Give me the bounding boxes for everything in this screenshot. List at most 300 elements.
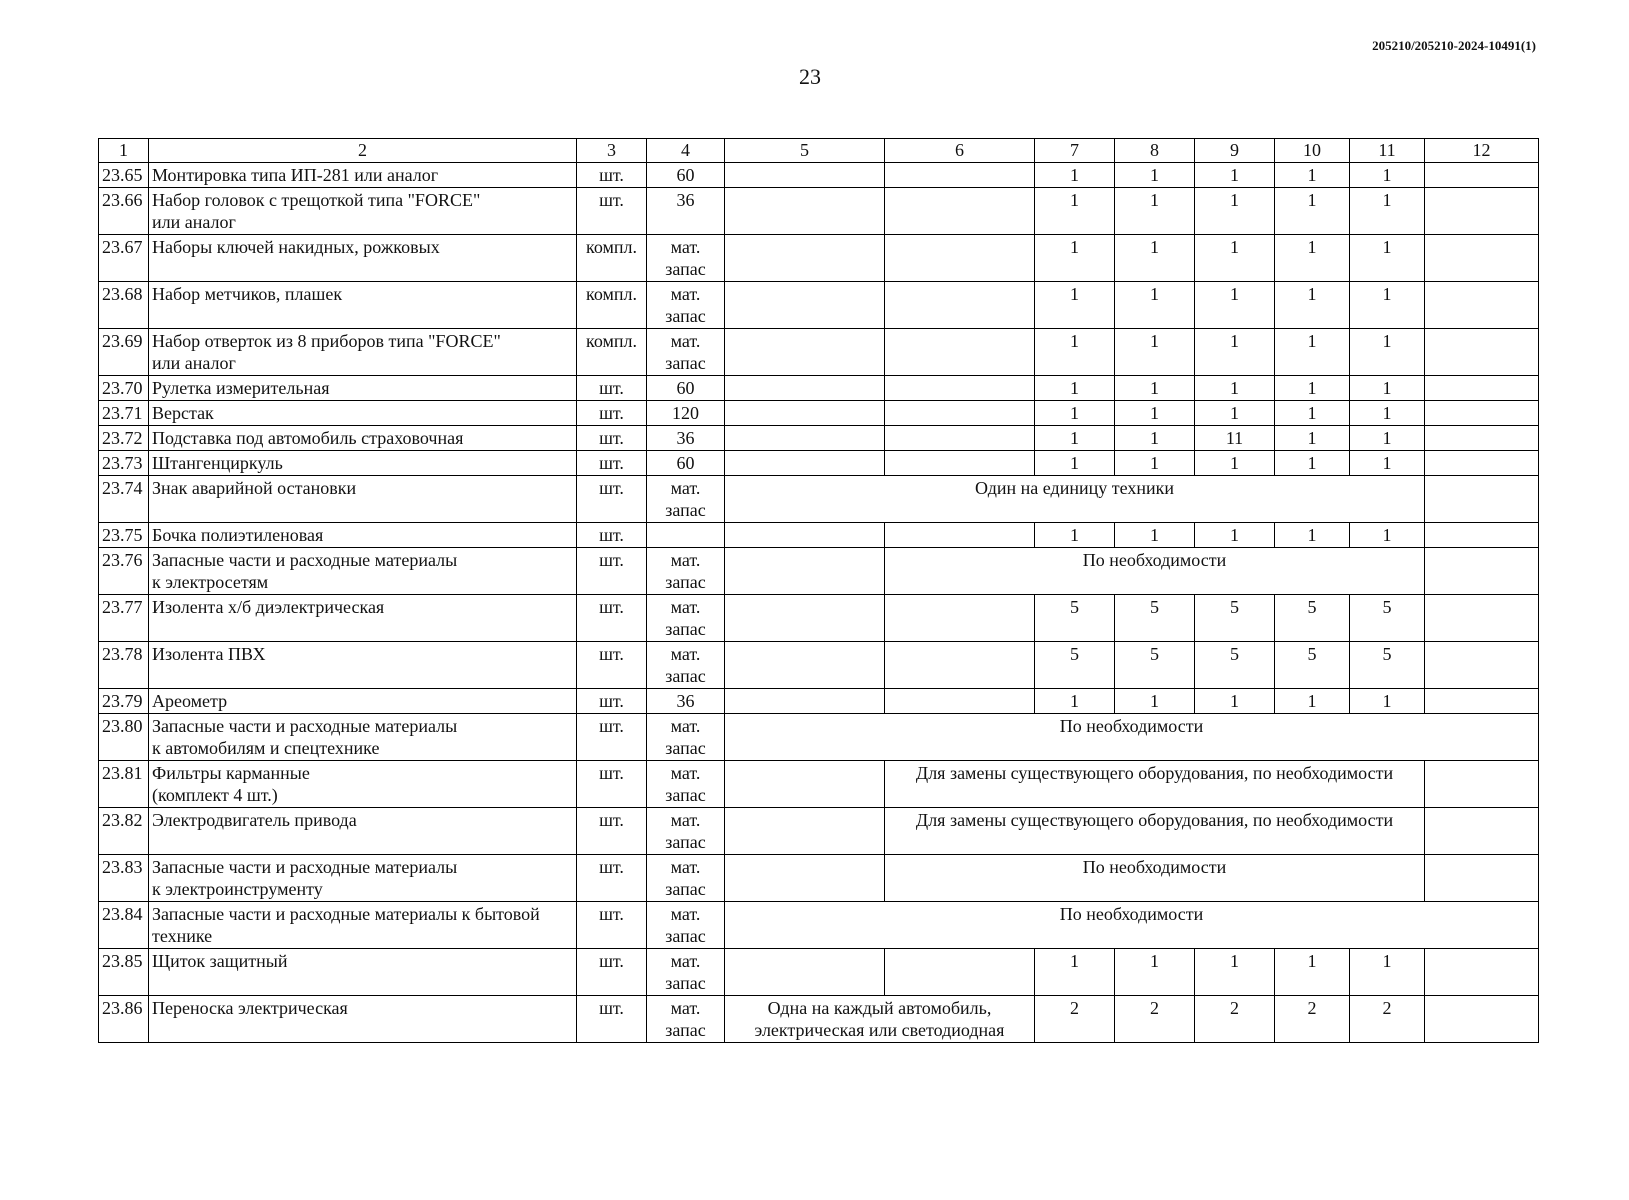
item-name <box>149 523 577 548</box>
cell-line: запас <box>665 1020 706 1040</box>
merged-note <box>725 714 1539 761</box>
quantity-cell: 5 <box>1195 642 1275 689</box>
cell-line: запас <box>665 500 706 520</box>
item-number: 23.72 <box>99 426 149 451</box>
item-service-life <box>647 376 725 401</box>
empty-cell <box>725 855 885 902</box>
empty-cell <box>725 426 885 451</box>
item-number: 23.66 <box>99 188 149 235</box>
item-name <box>149 595 577 642</box>
merged-note <box>885 761 1425 808</box>
quantity-cell: 1 <box>1115 282 1195 329</box>
cell-line: 36 <box>676 428 695 448</box>
quantity-cell: 1 <box>1195 689 1275 714</box>
column-header: 8 <box>1115 139 1195 163</box>
cell-line: 60 <box>676 378 695 398</box>
item-number: 23.86 <box>99 996 149 1043</box>
cell-line: запас <box>665 353 706 373</box>
quantity-cell: 11 <box>1195 426 1275 451</box>
item-name <box>149 188 577 235</box>
empty-cell <box>725 376 885 401</box>
cell-line: Набор головок с трещоткой типа "FORCE" <box>152 190 481 210</box>
quantity-cell: 1 <box>1350 401 1425 426</box>
empty-cell <box>1425 595 1539 642</box>
cell-line: Запасные части и расходные материалы к бытовой <box>152 904 540 924</box>
empty-cell <box>1425 548 1539 595</box>
empty-cell <box>1425 996 1539 1043</box>
item-unit: шт. <box>577 595 647 642</box>
item-service-life <box>647 949 725 996</box>
item-name <box>149 329 577 376</box>
empty-cell <box>725 401 885 426</box>
column-header: 11 <box>1350 139 1425 163</box>
item-name <box>149 235 577 282</box>
item-service-life <box>647 902 725 949</box>
quantity-cell: 1 <box>1195 329 1275 376</box>
quantity-cell: 1 <box>1275 188 1350 235</box>
cell-line: Набор отверток из 8 приборов типа "FORCE" <box>152 331 501 351</box>
cell-line: мат. <box>670 951 701 971</box>
item-service-life <box>647 235 725 282</box>
quantity-cell: 1 <box>1195 376 1275 401</box>
item-name <box>149 282 577 329</box>
item-unit: шт. <box>577 548 647 595</box>
item-service-life <box>647 548 725 595</box>
item-unit: шт. <box>577 996 647 1043</box>
column-header: 7 <box>1035 139 1115 163</box>
cell-line: запас <box>665 306 706 326</box>
empty-cell <box>725 808 885 855</box>
item-unit: шт. <box>577 426 647 451</box>
cell-line: к электросетям <box>152 572 269 592</box>
table-row <box>99 595 1539 642</box>
cell-line: 60 <box>676 453 695 473</box>
cell-line: мат. <box>670 478 701 498</box>
item-unit: компл. <box>577 282 647 329</box>
quantity-cell: 1 <box>1275 689 1350 714</box>
item-service-life <box>647 595 725 642</box>
cell-line: Изолента х/б диэлектрическая <box>152 597 385 617</box>
empty-cell <box>885 235 1035 282</box>
empty-cell <box>1425 426 1539 451</box>
table-row <box>99 689 1539 714</box>
empty-cell <box>1425 451 1539 476</box>
empty-cell <box>725 282 885 329</box>
empty-cell <box>1425 761 1539 808</box>
item-number: 23.82 <box>99 808 149 855</box>
empty-cell <box>885 282 1035 329</box>
quantity-cell: 1 <box>1275 523 1350 548</box>
cell-line: Ареометр <box>152 691 228 711</box>
item-unit: компл. <box>577 329 647 376</box>
item-name <box>149 714 577 761</box>
cell-line: Переноска электрическая <box>152 998 348 1018</box>
cell-line: мат. <box>670 237 701 257</box>
quantity-cell: 5 <box>1195 595 1275 642</box>
empty-cell <box>885 163 1035 188</box>
table-row <box>99 426 1539 451</box>
item-number: 23.75 <box>99 523 149 548</box>
quantity-cell: 1 <box>1115 401 1195 426</box>
quantity-cell: 1 <box>1275 235 1350 282</box>
column-header: 3 <box>577 139 647 163</box>
quantity-cell: 1 <box>1195 523 1275 548</box>
item-service-life <box>647 996 725 1043</box>
item-unit: шт. <box>577 761 647 808</box>
empty-cell <box>1425 642 1539 689</box>
empty-cell <box>725 188 885 235</box>
quantity-cell: 1 <box>1350 523 1425 548</box>
item-service-life <box>647 451 725 476</box>
cell-line: По необходимости <box>1059 716 1204 736</box>
empty-cell <box>1425 523 1539 548</box>
empty-cell <box>1425 855 1539 902</box>
column-header: 10 <box>1275 139 1350 163</box>
cell-line: мат. <box>670 644 701 664</box>
cell-line: Щиток защитный <box>152 951 288 971</box>
item-unit: шт. <box>577 401 647 426</box>
item-service-life <box>647 808 725 855</box>
item-unit: шт. <box>577 949 647 996</box>
table-row <box>99 451 1539 476</box>
quantity-cell: 2 <box>1275 996 1350 1043</box>
quantity-cell: 1 <box>1275 282 1350 329</box>
table-row <box>99 642 1539 689</box>
table-row <box>99 949 1539 996</box>
cell-line: мат. <box>670 597 701 617</box>
item-unit: шт. <box>577 902 647 949</box>
cell-line: мат. <box>670 998 701 1018</box>
table-row <box>99 476 1539 523</box>
empty-cell <box>1425 949 1539 996</box>
quantity-cell: 1 <box>1350 282 1425 329</box>
item-number: 23.68 <box>99 282 149 329</box>
empty-cell <box>725 595 885 642</box>
cell-line: мат. <box>670 857 701 877</box>
item-number: 23.80 <box>99 714 149 761</box>
item-service-life <box>647 401 725 426</box>
item-unit: шт. <box>577 714 647 761</box>
item-name <box>149 548 577 595</box>
quantity-cell: 5 <box>1275 642 1350 689</box>
empty-cell <box>725 523 885 548</box>
cell-line: Бочка полиэтиленовая <box>152 525 324 545</box>
cell-line: По необходимости <box>1082 550 1227 570</box>
quantity-cell: 1 <box>1115 188 1195 235</box>
quantity-cell: 5 <box>1350 595 1425 642</box>
item-name <box>149 163 577 188</box>
empty-cell <box>885 949 1035 996</box>
item-service-life <box>647 761 725 808</box>
quantity-cell: 1 <box>1275 329 1350 376</box>
cell-line: мат. <box>670 284 701 304</box>
cell-line: запас <box>665 785 706 805</box>
page-number: 23 <box>799 64 821 89</box>
cell-line: По необходимости <box>1082 857 1227 877</box>
column-header: 12 <box>1425 139 1539 163</box>
cell-line: запас <box>665 926 706 946</box>
cell-line: запас <box>665 879 706 899</box>
item-number: 23.65 <box>99 163 149 188</box>
quantity-cell: 1 <box>1350 188 1425 235</box>
empty-cell <box>725 548 885 595</box>
quantity-cell: 1 <box>1195 949 1275 996</box>
empty-cell <box>725 949 885 996</box>
empty-cell <box>725 689 885 714</box>
quantity-cell: 1 <box>1350 163 1425 188</box>
item-service-life <box>647 188 725 235</box>
empty-cell <box>725 329 885 376</box>
cell-line: мат. <box>670 810 701 830</box>
column-header: 4 <box>647 139 725 163</box>
merged-note <box>725 476 1425 523</box>
empty-cell <box>885 401 1035 426</box>
empty-cell <box>725 642 885 689</box>
cell-line: мат. <box>670 550 701 570</box>
empty-cell <box>1425 235 1539 282</box>
merged-note <box>725 902 1539 949</box>
cell-line: мат. <box>670 331 701 351</box>
cell-line: мат. <box>670 763 701 783</box>
cell-line: Запасные части и расходные материалы <box>152 857 458 877</box>
item-name <box>149 855 577 902</box>
item-service-life <box>647 163 725 188</box>
quantity-cell: 1 <box>1115 949 1195 996</box>
quantity-cell: 1 <box>1195 451 1275 476</box>
quantity-cell: 1 <box>1115 163 1195 188</box>
empty-cell <box>885 642 1035 689</box>
item-unit: шт. <box>577 376 647 401</box>
quantity-cell: 5 <box>1035 642 1115 689</box>
item-name <box>149 451 577 476</box>
item-name <box>149 902 577 949</box>
empty-cell <box>885 376 1035 401</box>
empty-cell <box>1425 401 1539 426</box>
item-name <box>149 401 577 426</box>
quantity-cell: 5 <box>1035 595 1115 642</box>
quantity-cell: 1 <box>1035 163 1115 188</box>
quantity-cell: 1 <box>1035 451 1115 476</box>
quantity-cell: 1 <box>1350 949 1425 996</box>
quantity-cell: 1 <box>1350 376 1425 401</box>
table-row <box>99 523 1539 548</box>
item-unit: шт. <box>577 642 647 689</box>
item-number: 23.84 <box>99 902 149 949</box>
quantity-cell: 1 <box>1035 235 1115 282</box>
cell-line: Запасные части и расходные материалы <box>152 716 458 736</box>
cell-line: Электродвигатель привода <box>152 810 357 830</box>
empty-cell <box>1425 329 1539 376</box>
document-number: 205210/205210-2024-10491(1) <box>1372 38 1536 53</box>
cell-line: Штангенциркуль <box>152 453 283 473</box>
cell-line: к электроинструменту <box>152 879 323 899</box>
empty-cell <box>885 451 1035 476</box>
table-row <box>99 163 1539 188</box>
merged-note <box>885 855 1425 902</box>
empty-cell <box>885 689 1035 714</box>
item-number: 23.71 <box>99 401 149 426</box>
quantity-cell: 1 <box>1195 401 1275 426</box>
cell-line: запас <box>665 738 706 758</box>
cell-line: (комплект 4 шт.) <box>152 785 278 805</box>
item-name <box>149 642 577 689</box>
quantity-cell: 1 <box>1195 235 1275 282</box>
item-name <box>149 426 577 451</box>
quantity-cell: 1 <box>1115 689 1195 714</box>
quantity-cell: 1 <box>1035 949 1115 996</box>
item-number: 23.77 <box>99 595 149 642</box>
item-service-life <box>647 642 725 689</box>
empty-cell <box>1425 808 1539 855</box>
quantity-cell: 1 <box>1115 426 1195 451</box>
cell-line: или аналог <box>152 353 236 373</box>
item-unit: шт. <box>577 451 647 476</box>
item-service-life <box>647 282 725 329</box>
quantity-cell: 1 <box>1275 401 1350 426</box>
item-unit: шт. <box>577 855 647 902</box>
item-number: 23.73 <box>99 451 149 476</box>
cell-line: Верстак <box>152 403 214 423</box>
empty-cell <box>885 329 1035 376</box>
item-unit: шт. <box>577 188 647 235</box>
merged-note <box>725 996 1035 1043</box>
quantity-cell: 5 <box>1350 642 1425 689</box>
cell-line: или аналог <box>152 212 236 232</box>
column-header: 9 <box>1195 139 1275 163</box>
table-row <box>99 376 1539 401</box>
quantity-cell: 1 <box>1035 426 1115 451</box>
quantity-cell: 1 <box>1115 376 1195 401</box>
cell-line: 36 <box>676 190 695 210</box>
empty-cell <box>1425 188 1539 235</box>
quantity-cell: 1 <box>1115 451 1195 476</box>
empty-cell <box>1425 689 1539 714</box>
item-unit: компл. <box>577 235 647 282</box>
empty-cell <box>725 761 885 808</box>
quantity-cell: 2 <box>1035 996 1115 1043</box>
cell-line: Запасные части и расходные материалы <box>152 550 458 570</box>
column-header: 5 <box>725 139 885 163</box>
quantity-cell: 2 <box>1350 996 1425 1043</box>
empty-cell <box>885 595 1035 642</box>
table-row <box>99 282 1539 329</box>
cell-line: Монтировка типа ИП-281 или аналог <box>152 165 439 185</box>
item-name <box>149 949 577 996</box>
table-row <box>99 714 1539 761</box>
table-row <box>99 855 1539 902</box>
empty-cell <box>885 523 1035 548</box>
cell-line: запас <box>665 259 706 279</box>
cell-line: Одна на каждый автомобиль, <box>767 998 992 1018</box>
item-number: 23.76 <box>99 548 149 595</box>
cell-line: По необходимости <box>1059 904 1204 924</box>
quantity-cell: 1 <box>1275 451 1350 476</box>
item-service-life <box>647 689 725 714</box>
cell-line: Один на единицу техники <box>974 478 1174 498</box>
quantity-cell: 1 <box>1275 376 1350 401</box>
quantity-cell: 1 <box>1350 451 1425 476</box>
item-unit: шт. <box>577 808 647 855</box>
quantity-cell: 5 <box>1275 595 1350 642</box>
quantity-cell: 1 <box>1275 949 1350 996</box>
empty-cell <box>885 426 1035 451</box>
header-row <box>99 139 1539 163</box>
quantity-cell: 1 <box>1350 689 1425 714</box>
merged-note <box>885 808 1425 855</box>
column-header: 2 <box>149 139 577 163</box>
cell-line: мат. <box>670 904 701 924</box>
cell-line: запас <box>665 666 706 686</box>
item-number: 23.69 <box>99 329 149 376</box>
item-service-life <box>647 476 725 523</box>
item-name <box>149 808 577 855</box>
quantity-cell: 1 <box>1350 235 1425 282</box>
quantity-cell: 5 <box>1115 595 1195 642</box>
quantity-cell: 1 <box>1035 188 1115 235</box>
cell-line: технике <box>152 926 213 946</box>
table-row <box>99 808 1539 855</box>
item-name <box>149 476 577 523</box>
quantity-cell: 1 <box>1350 426 1425 451</box>
empty-cell <box>885 188 1035 235</box>
quantity-cell: 1 <box>1275 163 1350 188</box>
cell-line: Фильтры карманные <box>152 763 310 783</box>
table-row <box>99 761 1539 808</box>
quantity-cell: 5 <box>1115 642 1195 689</box>
item-service-life <box>647 426 725 451</box>
quantity-cell: 1 <box>1195 282 1275 329</box>
cell-line: 60 <box>676 165 695 185</box>
quantity-cell: 1 <box>1350 329 1425 376</box>
item-service-life <box>647 329 725 376</box>
cell-line: Наборы ключей накидных, рожковых <box>152 237 440 257</box>
item-service-life <box>647 714 725 761</box>
quantity-cell: 1 <box>1275 426 1350 451</box>
item-unit: шт. <box>577 163 647 188</box>
table-row <box>99 401 1539 426</box>
item-number: 23.74 <box>99 476 149 523</box>
empty-cell <box>725 451 885 476</box>
item-name <box>149 689 577 714</box>
empty-cell <box>1425 476 1539 523</box>
quantity-cell: 1 <box>1195 188 1275 235</box>
quantity-cell: 1 <box>1115 329 1195 376</box>
cell-line: мат. <box>670 716 701 736</box>
cell-line: Рулетка измерительная <box>152 378 330 398</box>
cell-line: 36 <box>676 691 695 711</box>
cell-line: Для замены существующего оборудования, по необходимости <box>915 810 1394 830</box>
item-number: 23.81 <box>99 761 149 808</box>
item-unit: шт. <box>577 689 647 714</box>
cell-line: к автомобилям и спецтехнике <box>152 738 380 758</box>
quantity-cell: 1 <box>1035 523 1115 548</box>
quantity-cell: 2 <box>1195 996 1275 1043</box>
item-name <box>149 761 577 808</box>
table-row <box>99 548 1539 595</box>
supply-table <box>98 138 1539 1043</box>
empty-cell <box>725 163 885 188</box>
item-service-life <box>647 523 725 548</box>
quantity-cell: 2 <box>1115 996 1195 1043</box>
empty-cell <box>1425 376 1539 401</box>
cell-line: запас <box>665 832 706 852</box>
column-header: 6 <box>885 139 1035 163</box>
item-number: 23.85 <box>99 949 149 996</box>
empty-cell <box>1425 163 1539 188</box>
table-row <box>99 188 1539 235</box>
quantity-cell: 1 <box>1035 689 1115 714</box>
item-service-life <box>647 855 725 902</box>
